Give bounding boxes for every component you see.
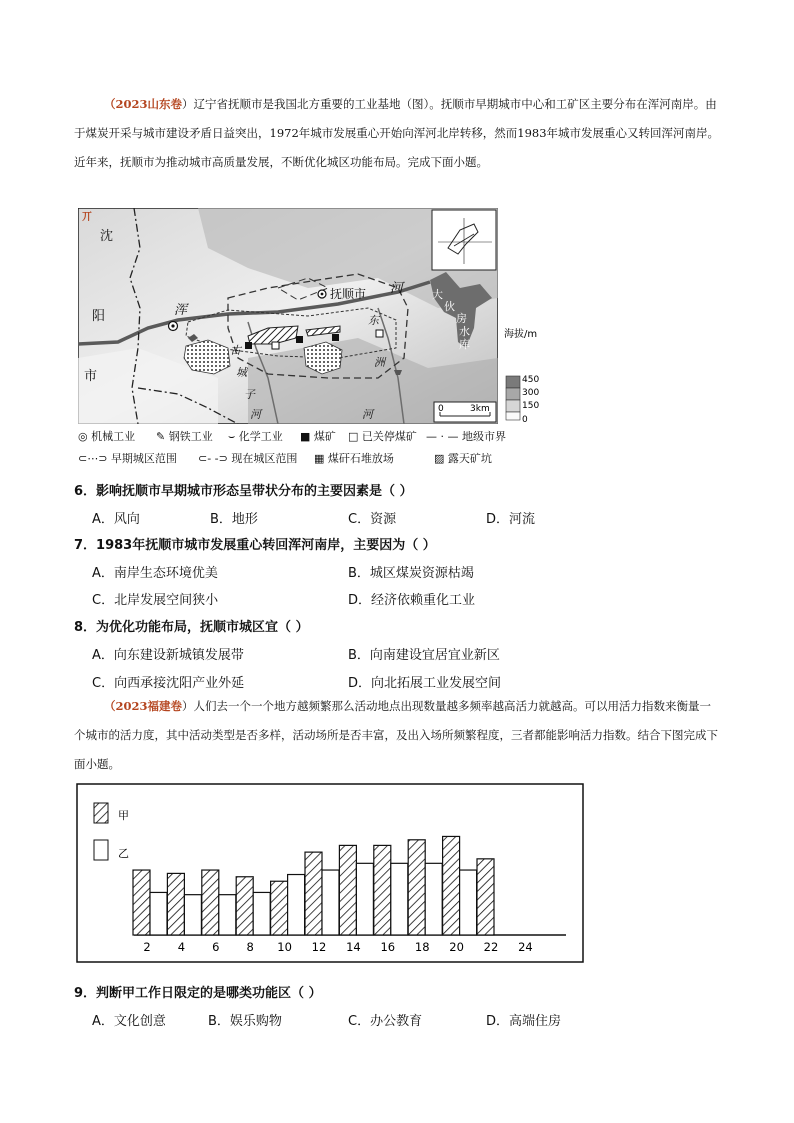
legend-label-jia: 甲 xyxy=(118,809,129,822)
reservoir-char-5: 库 xyxy=(459,338,470,351)
bar-jia-20 xyxy=(443,836,460,935)
q9-option-d[interactable]: D．高端住房 xyxy=(486,1014,562,1029)
x-tick-4: 4 xyxy=(177,940,186,954)
q9-option-a[interactable]: A．文化创意 xyxy=(92,1014,166,1029)
label-hun: 浑 xyxy=(174,303,188,318)
closed-mine-1 xyxy=(272,342,279,349)
coal-mine-3 xyxy=(332,334,339,341)
q6-option-a[interactable]: A．风向 xyxy=(92,512,140,527)
bar-jia-12 xyxy=(305,852,322,935)
elev-swatch-2 xyxy=(506,388,520,400)
elev-swatch-1 xyxy=(506,376,520,388)
legend-label-yi: 乙 xyxy=(118,847,129,860)
legend-boundary: — · — 地级市界 xyxy=(426,430,506,443)
x-tick-8: 8 xyxy=(246,940,254,954)
label-shi: 市 xyxy=(84,369,98,384)
vitality-chart xyxy=(76,783,584,963)
q8-option-d[interactable]: D．向北拓展工业发展空间 xyxy=(348,676,502,691)
bar-yi-2 xyxy=(150,892,167,935)
x-tick-16: 16 xyxy=(380,940,396,954)
legend-machinery: ◎ 机械工业 xyxy=(78,430,136,443)
reservoir-char-2: 伙 xyxy=(444,300,455,313)
elevation-legend xyxy=(500,326,550,426)
q7-option-d[interactable]: D．经济依赖重化工业 xyxy=(348,593,476,608)
label-he1: 河 xyxy=(390,281,404,296)
label-shen: 沈 xyxy=(100,229,114,244)
corner-mark: 丌 xyxy=(82,212,92,223)
label-yang: 阳 xyxy=(92,309,106,324)
bar-yi-10 xyxy=(288,875,305,935)
bar-jia-14 xyxy=(339,845,356,935)
q7-option-c[interactable]: C．北岸发展空间狭小 xyxy=(92,593,219,608)
bar-yi-12 xyxy=(322,870,339,935)
bar-jia-22 xyxy=(477,859,494,935)
x-tick-12: 12 xyxy=(311,940,327,954)
closed-mine-2 xyxy=(376,330,383,337)
bar-yi-8 xyxy=(253,892,270,935)
legend-current-area: ⊂- -⊃ 现在城区范围 xyxy=(198,452,298,465)
passage-2 xyxy=(74,692,722,779)
q8-option-c[interactable]: C．向西承接沈阳产业外延 xyxy=(92,676,245,691)
reservoir-char-1: 大 xyxy=(432,288,443,301)
label-he3: 河 xyxy=(250,408,261,421)
x-tick-24: 24 xyxy=(518,940,533,954)
x-tick-18: 18 xyxy=(414,940,430,954)
x-tick-22: 22 xyxy=(483,940,499,954)
legend-coal-mine: ■ 煤矿 xyxy=(300,430,336,443)
bar-jia-18 xyxy=(408,840,425,935)
elev-swatch-3 xyxy=(506,400,520,412)
reservoir-char-4: 水 xyxy=(459,325,470,338)
legend-chemical: ⌣ 化学工业 xyxy=(228,430,283,443)
bar-jia-2 xyxy=(133,870,150,935)
legend-steel: ✎ 钢铁工业 xyxy=(156,430,213,443)
elev-450: 450 xyxy=(522,375,540,385)
x-tick-14: 14 xyxy=(346,940,361,954)
x-tick-10: 10 xyxy=(277,940,292,954)
label-dong: 东 xyxy=(368,314,379,327)
q8-option-b[interactable]: B．向南建设宜居宜业新区 xyxy=(348,648,500,663)
passage-2-text: ）人们去一个一个地方越频繁那么活动地点出现数量越多频率越高活力就越高。可以用活力指数来衡量一个城市的活力度，其中活动类型是否多样，活动场所是否丰富，及出入场所频繁程度，三者都能影响活力指数。结合下图完成下面小题。 xyxy=(74,699,718,771)
q6-option-b[interactable]: B．地形 xyxy=(210,512,258,527)
label-gu: 古 xyxy=(230,344,241,357)
bar-yi-20 xyxy=(460,870,477,935)
legend-open-pit: ▨ 露天矿坑 xyxy=(434,452,492,465)
bar-yi-4 xyxy=(184,895,201,935)
source-tag: （2023山东卷 xyxy=(104,97,183,111)
question-6: 6．影响抚顺市早期城市形态呈带状分布的主要因素是（ ） xyxy=(74,484,413,499)
question-8: 8．为优化功能布局，抚顺市城区宜（ ） xyxy=(74,620,309,635)
label-zi: 子 xyxy=(244,388,255,401)
passage-1 xyxy=(74,90,722,177)
coal-mine-1 xyxy=(245,342,252,349)
reservoir-char-3: 房 xyxy=(456,312,467,325)
bar-yi-14 xyxy=(356,863,373,935)
elev-150: 150 xyxy=(522,401,540,411)
scale-start: 0 xyxy=(438,404,444,414)
elev-0: 0 xyxy=(522,415,528,425)
label-zhou: 洲 xyxy=(374,356,385,369)
x-tick-2: 2 xyxy=(143,940,151,954)
bar-yi-6 xyxy=(219,895,236,935)
elev-swatch-4 xyxy=(506,412,520,420)
passage-1-text: ）辽宁省抚顺市是我国北方重要的工业基地（图）。抚顺市早期城市中心和工矿区主要分布在浑河南岸。由于煤炭开采与城市建设矛盾日益突出，1972年城市发展重心开始向浑河北岸转移，然而1983年城市发展重心又转回浑河南岸。近年来，抚顺市为推动城市高质量发展，不断优化城区功能布局。完成下面小题。 xyxy=(74,97,720,169)
bar-jia-16 xyxy=(374,845,391,935)
legend-swatch-jia xyxy=(94,803,108,823)
legend-gangue: ▦ 煤矸石堆放场 xyxy=(314,452,394,465)
q6-option-d[interactable]: D．河流 xyxy=(486,512,536,527)
legend-swatch-yi xyxy=(94,840,108,860)
bar-yi-16 xyxy=(391,863,408,935)
legend-early-area: ⊂⋯⊃ 早期城区范围 xyxy=(78,452,177,465)
bar-jia-4 xyxy=(167,873,184,935)
bar-jia-6 xyxy=(202,870,219,935)
q8-option-a[interactable]: A．向东建设新城镇发展带 xyxy=(92,648,244,663)
bar-jia-8 xyxy=(236,877,253,935)
scale-end: 3km xyxy=(470,404,490,414)
q9-option-b[interactable]: B．娱乐购物 xyxy=(208,1014,282,1029)
question-7: 7．1983年抚顺市城市发展重心转回浑河南岸，主要因为（ ） xyxy=(74,538,436,553)
q9-option-c[interactable]: C．办公教育 xyxy=(348,1014,423,1029)
q7-option-b[interactable]: B．城区煤炭资源枯竭 xyxy=(348,566,474,581)
q6-option-c[interactable]: C．资源 xyxy=(348,512,397,527)
elev-300: 300 xyxy=(522,388,540,398)
source-tag-2: （2023福建卷 xyxy=(104,699,183,713)
legend-closed-mine: □ 已关停煤矿 xyxy=(348,430,417,443)
bar-yi-18 xyxy=(425,863,442,935)
label-cheng: 城 xyxy=(236,366,247,379)
x-tick-6: 6 xyxy=(212,940,220,954)
question-9: 9．判断甲工作日限定的是哪类功能区（ ） xyxy=(74,986,322,1001)
label-fushun: 抚顺市 xyxy=(330,287,367,301)
q7-option-a[interactable]: A．南岸生态环境优美 xyxy=(92,566,218,581)
label-he2: 河 xyxy=(362,408,373,421)
elevation-title: 海拔/m xyxy=(504,329,538,340)
coal-mine-2 xyxy=(296,336,303,343)
bar-jia-10 xyxy=(271,881,288,935)
fushun-map xyxy=(78,208,498,424)
x-tick-20: 20 xyxy=(449,940,464,954)
